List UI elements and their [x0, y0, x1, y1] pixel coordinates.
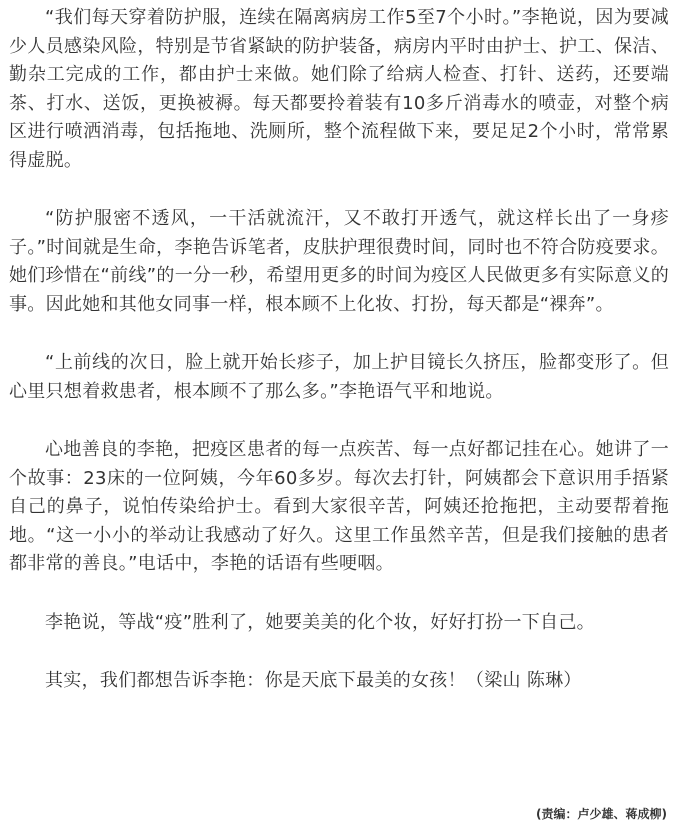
article-body	[9, 4, 669, 696]
paragraph-3: “上前线的次日，脸上就开始长疹子，加上护目镜长久挤压，脸都变形了。但心里只想着救患者，根本顾不了那么多。”李艳语气平和地说。	[9, 352, 669, 402]
paragraph-4: 心地善良的李艳，把疫区患者的每一点疾苦、每一点好都记挂在心。她讲了一个故事：23床的一位阿姨，今年60多岁。每次去打针，阿姨都会下意识用手捂紧自己的鼻子，说怕传染给护士。看到大家很辛苦，阿姨还抢拖把，主动要帮着拖地。“这一小小的举动让我感动了好久。这里工作虽然辛苦，但是我们接触的患者都非常的善良。”电话中，李艳的话语有些哽咽。	[9, 439, 669, 574]
paragraph-2: “防护服密不透风，一干活就流汗，又不敢打开透气，就这样长出了一身疹子。”时间就是生命，李艳告诉笔者，皮肤护理很费时间，同时也不符合防疫要求。她们珍惜在“前线”的一分一秒，希望用更多的时间为疫区人民做更多有实际意义的事。因此她和其他女同事一样，根本顾不上化妆、打扮，每天都是“裸奔”。	[9, 208, 669, 315]
editor-credit: (责编：卢少雄、蒋成柳)	[536, 807, 667, 821]
paragraph-5: 李艳说，等战“疫”胜利了，她要美美的化个妆，好好打扮一下自己。	[45, 611, 595, 633]
paragraph-1: “我们每天穿着防护服，连续在隔离病房工作5至7个小时。”李艳说，因为要减少人员感染风险，特别是节省紧缺的防护装备，病房内平时由护士、护工、保洁、勤杂工完成的工作，都由护士来做。她们除了给病人检查、打针、送药，还要端茶、打水、送饭，更换被褥。每天都要拎着装有10多斤消毒水的喷壶，对整个病区进行喷洒消毒，包括拖地、洗厕所，整个流程做下来，要足足2个小时，常常累得虚脱。	[9, 7, 669, 171]
paragraph-6: 其实，我们都想告诉李艳：你是天底下最美的女孩！（梁山 陈琳）	[45, 670, 582, 691]
